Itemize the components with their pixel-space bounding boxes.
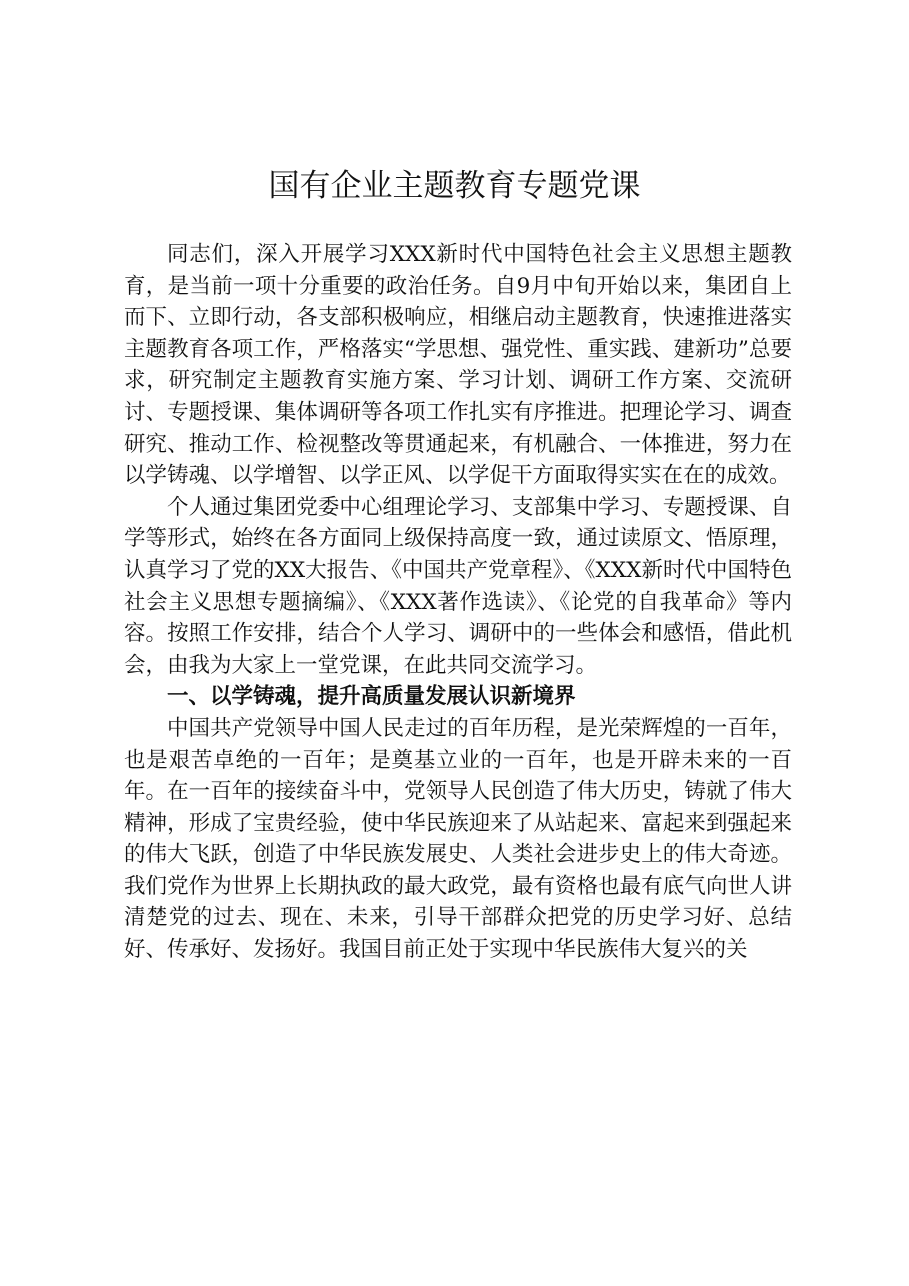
paragraph-intro: 同志们，深入开展学习XXX新时代中国特色社会主义思想主题教育，是当前一项十分重要的政治任务。自9月中旬开始以来，集团自上而下、立即行动，各支部积极响应，相继启动主题教育，快速推进落实主题教育各项工作，严格落实“学思想、强党性、重实践、建新功”总要求，研究制定主题教育实施方案、学习计划、调研工作方案、交流研讨、专题授课、集体调研等各项工作扎实有序推进。把理论学习、调查研究、推动工作、检视整改等贯通起来，有机融合、一体推进，努力在以学铸魂、以学增智、以学正风、以学促干方面取得实实在在的成效。 <box>124 242 792 489</box>
paragraph-section-1: 中国共产党领导中国人民走过的百年历程，是光荣辉煌的一百年，也是艰苦卓绝的一百年；是奠基立业的一百年，也是开辟未来的一百年。在一百年的接续奋斗中，党领导人民创造了伟大历史，铸就了伟大精神，形成了宝贵经验，使中华民族迎来了从站起来、富起来到强起来的伟大飞跃，创造了中华民族发展史、人类社会进步史上的伟大奇迹。我们党作为世界上长期执政的最大政党，最有资格也最有底气向世人讲清楚党的过去、现在、未来，引导干部群众把党的历史学习好、总结好、传承好、发扬好。我国目前正处于实现中华民族伟大复兴的关 <box>124 715 792 963</box>
document-title: 国有企业主题教育专题党课 <box>268 168 641 204</box>
paragraph-personal-study: 个人通过集团党委中心组理论学习、支部集中学习、专题授课、自学等形式，始终在各方面同上级保持高度一致，通过读原文、悟原理，认真学习了党的XX大报告、《中国共产党章程》、《XXX新时代中国特色社会主义思想专题摘编》、《XXX著作选读》、《论党的自我革命》等内容。按照工作安排，结合个人学习、调研中的一些体会和感悟，借此机会，由我为大家上一堂党课，在此共同交流学习。 <box>124 494 792 678</box>
document-body <box>124 239 792 966</box>
section-heading-1: 一、以学铸魂，提升高质量发展认识新境界 <box>167 684 576 710</box>
